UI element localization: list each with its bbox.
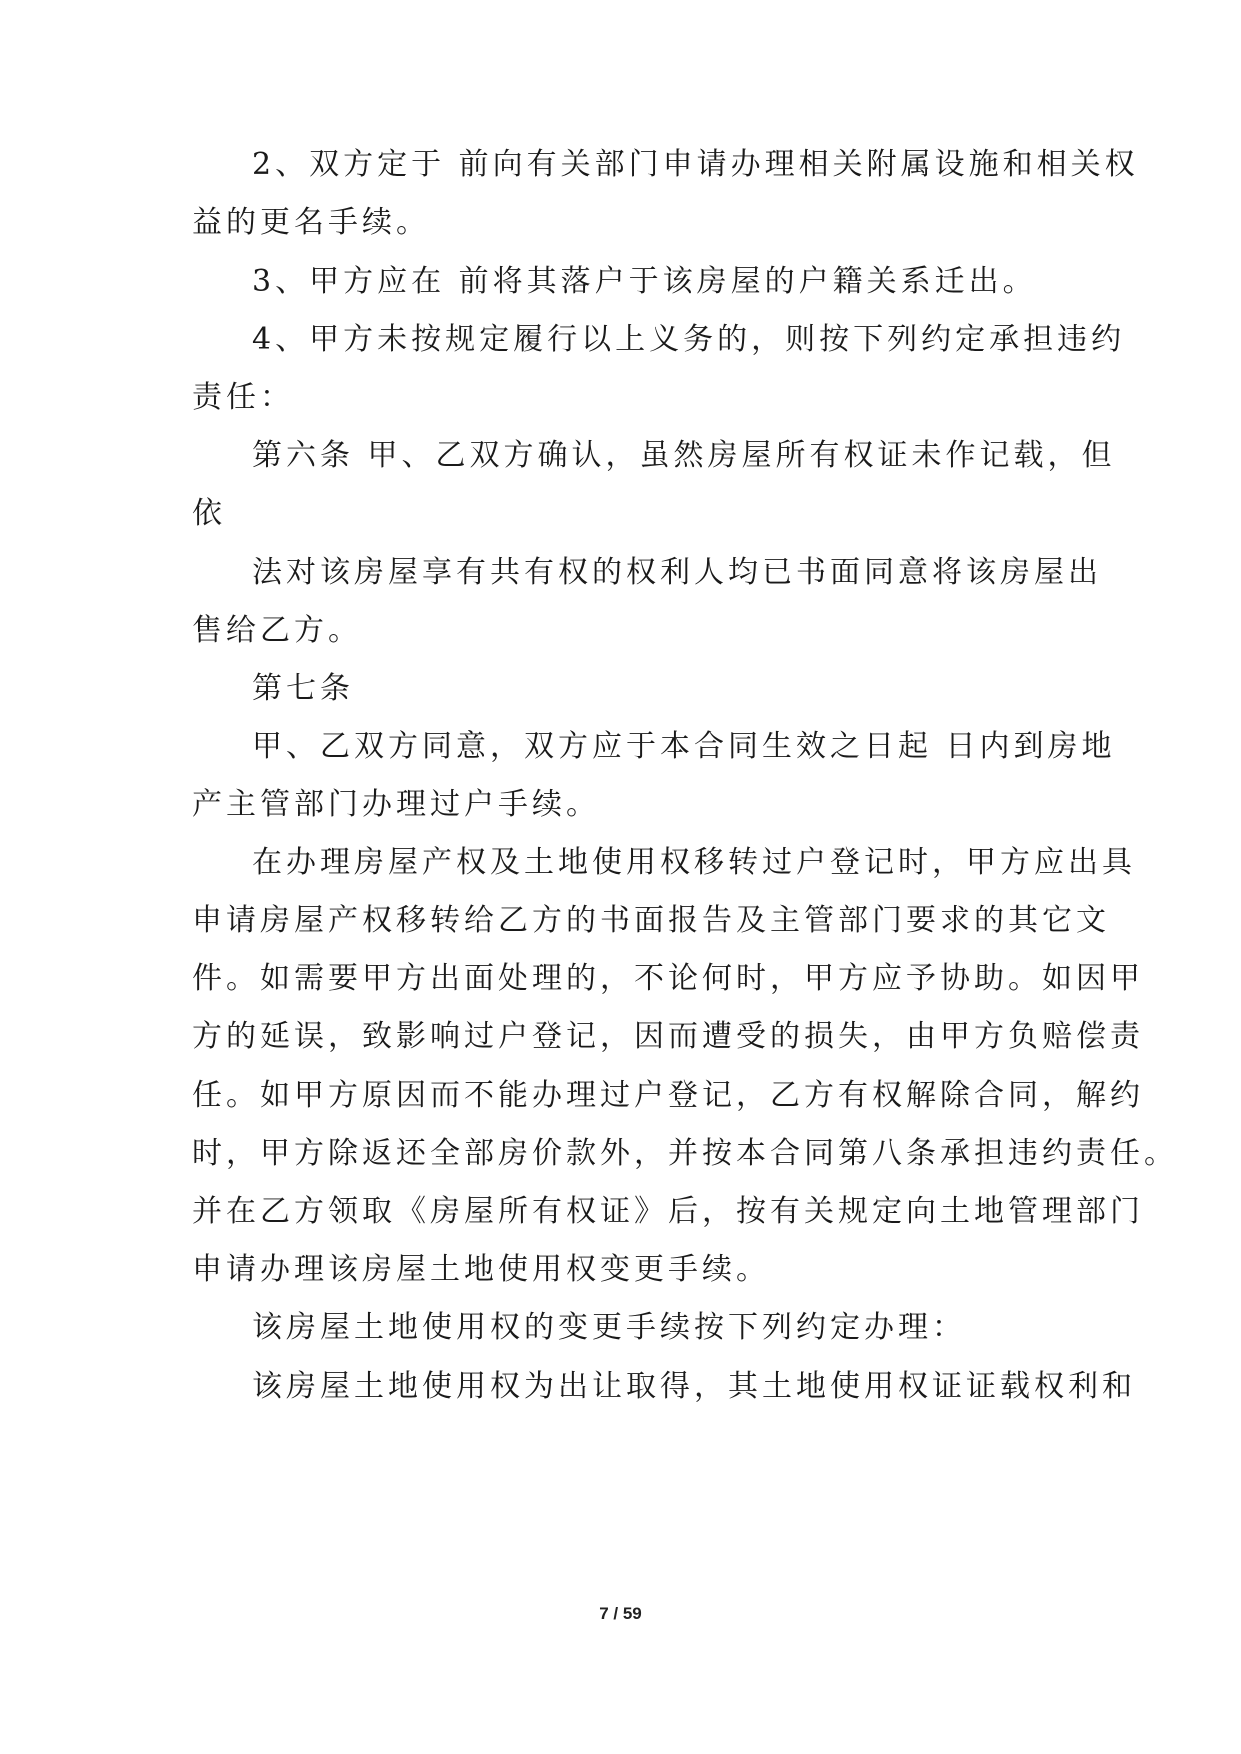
paragraph-line: 时，甲方除返还全部房价款外，并按本合同第八条承担违约责任。	[192, 1136, 1178, 1171]
paragraph-line: 法对该房屋享有共有权的权利人均已书面同意将该房屋出	[252, 555, 1102, 590]
paragraph-line: 第七条	[252, 671, 354, 706]
paragraph-line: 并在乙方领取《房屋所有权证》后，按有关规定向土地管理部门	[192, 1194, 1144, 1229]
paragraph-line: 依	[192, 496, 226, 531]
paragraph-line: 第六条 甲、乙双方确认，虽然房屋所有权证未作记载，但	[252, 438, 1116, 473]
paragraph-line: 售给乙方。	[192, 613, 362, 648]
paragraph-line: 4、甲方未按规定履行以上义务的，则按下列约定承担违约	[252, 322, 1126, 357]
paragraph-line: 产主管部门办理过户手续。	[192, 787, 600, 822]
paragraph-line: 该房屋土地使用权为出让取得，其土地使用权证证载权利和	[252, 1369, 1136, 1404]
paragraph-line: 责任：	[192, 380, 294, 415]
paragraph-line: 2、双方定于 前向有关部门申请办理相关附属设施和相关权	[252, 147, 1139, 182]
paragraph-line: 任。如甲方原因而不能办理过户登记，乙方有权解除合同，解约	[192, 1078, 1144, 1113]
paragraph-line: 该房屋土地使用权的变更手续按下列约定办理：	[252, 1310, 966, 1345]
paragraph-line: 申请办理该房屋土地使用权变更手续。	[192, 1252, 770, 1287]
paragraph-line: 件。如需要甲方出面处理的，不论何时，甲方应予协助。如因甲	[192, 961, 1144, 996]
paragraph-line: 益的更名手续。	[192, 205, 430, 240]
paragraph-line: 在办理房屋产权及土地使用权移转过户登记时，甲方应出具	[252, 845, 1136, 880]
paragraph-line: 3、甲方应在 前将其落户于该房屋的户籍关系迁出。	[252, 264, 1037, 299]
paragraph-line: 申请房屋产权移转给乙方的书面报告及主管部门要求的其它文	[192, 903, 1110, 938]
paragraph-line: 甲、乙双方同意，双方应于本合同生效之日起 日内到房地	[252, 729, 1116, 764]
paragraph-line: 方的延误，致影响过户登记，因而遭受的损失，由甲方负赔偿责	[192, 1019, 1144, 1054]
page-number: 7 / 59	[599, 1604, 642, 1623]
